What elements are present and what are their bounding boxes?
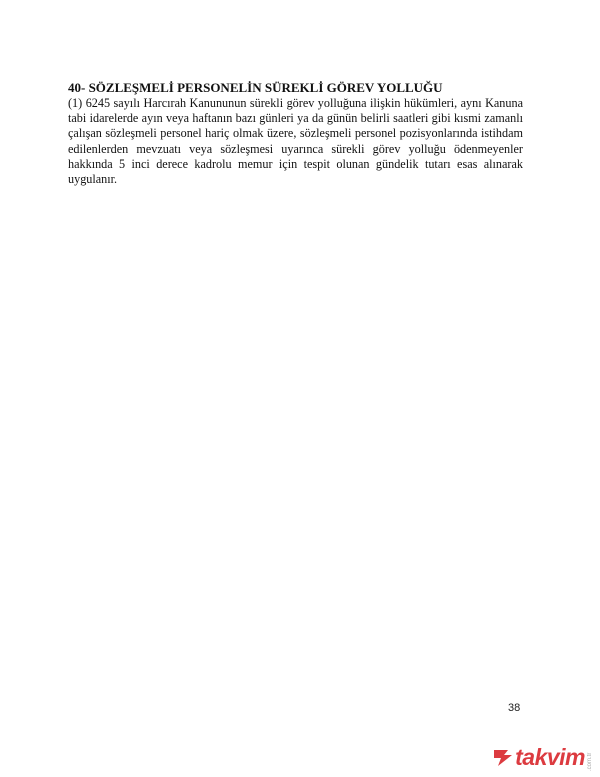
takvim-logo-icon bbox=[492, 746, 514, 768]
takvim-watermark bbox=[492, 743, 594, 771]
article-section bbox=[68, 80, 523, 187]
page-number: 38 bbox=[508, 702, 521, 714]
article-heading: 40- SÖZLEŞMELİ PERSONELİN SÜREKLİ GÖREV YOLLUĞU bbox=[68, 80, 443, 95]
article-paragraph: (1) 6245 sayılı Harcırah Kanununun sürekli görev yolluğuna ilişkin hükümleri, aynı Kanuna tabi idarelerde ayın veya haftanın bazı günleri ya da günün belirli saatleri gibi kısmi zamanlı çalışan sözleşmeli personel hariç olmak üzere, sözleşmeli personel pozisyonlarında istihdam edilenlerden mevzuatı veya sözleşmesi uyarınca sürekli görev yolluğu ödenmeyenler hakkında 5 inci derece kadrolu memur için tespit olunan gündelik tutarı esas alınarak uygulanır. bbox=[68, 96, 523, 187]
watermark-brand: takvim bbox=[515, 743, 585, 770]
watermark-tld: .com.tr bbox=[587, 752, 593, 771]
